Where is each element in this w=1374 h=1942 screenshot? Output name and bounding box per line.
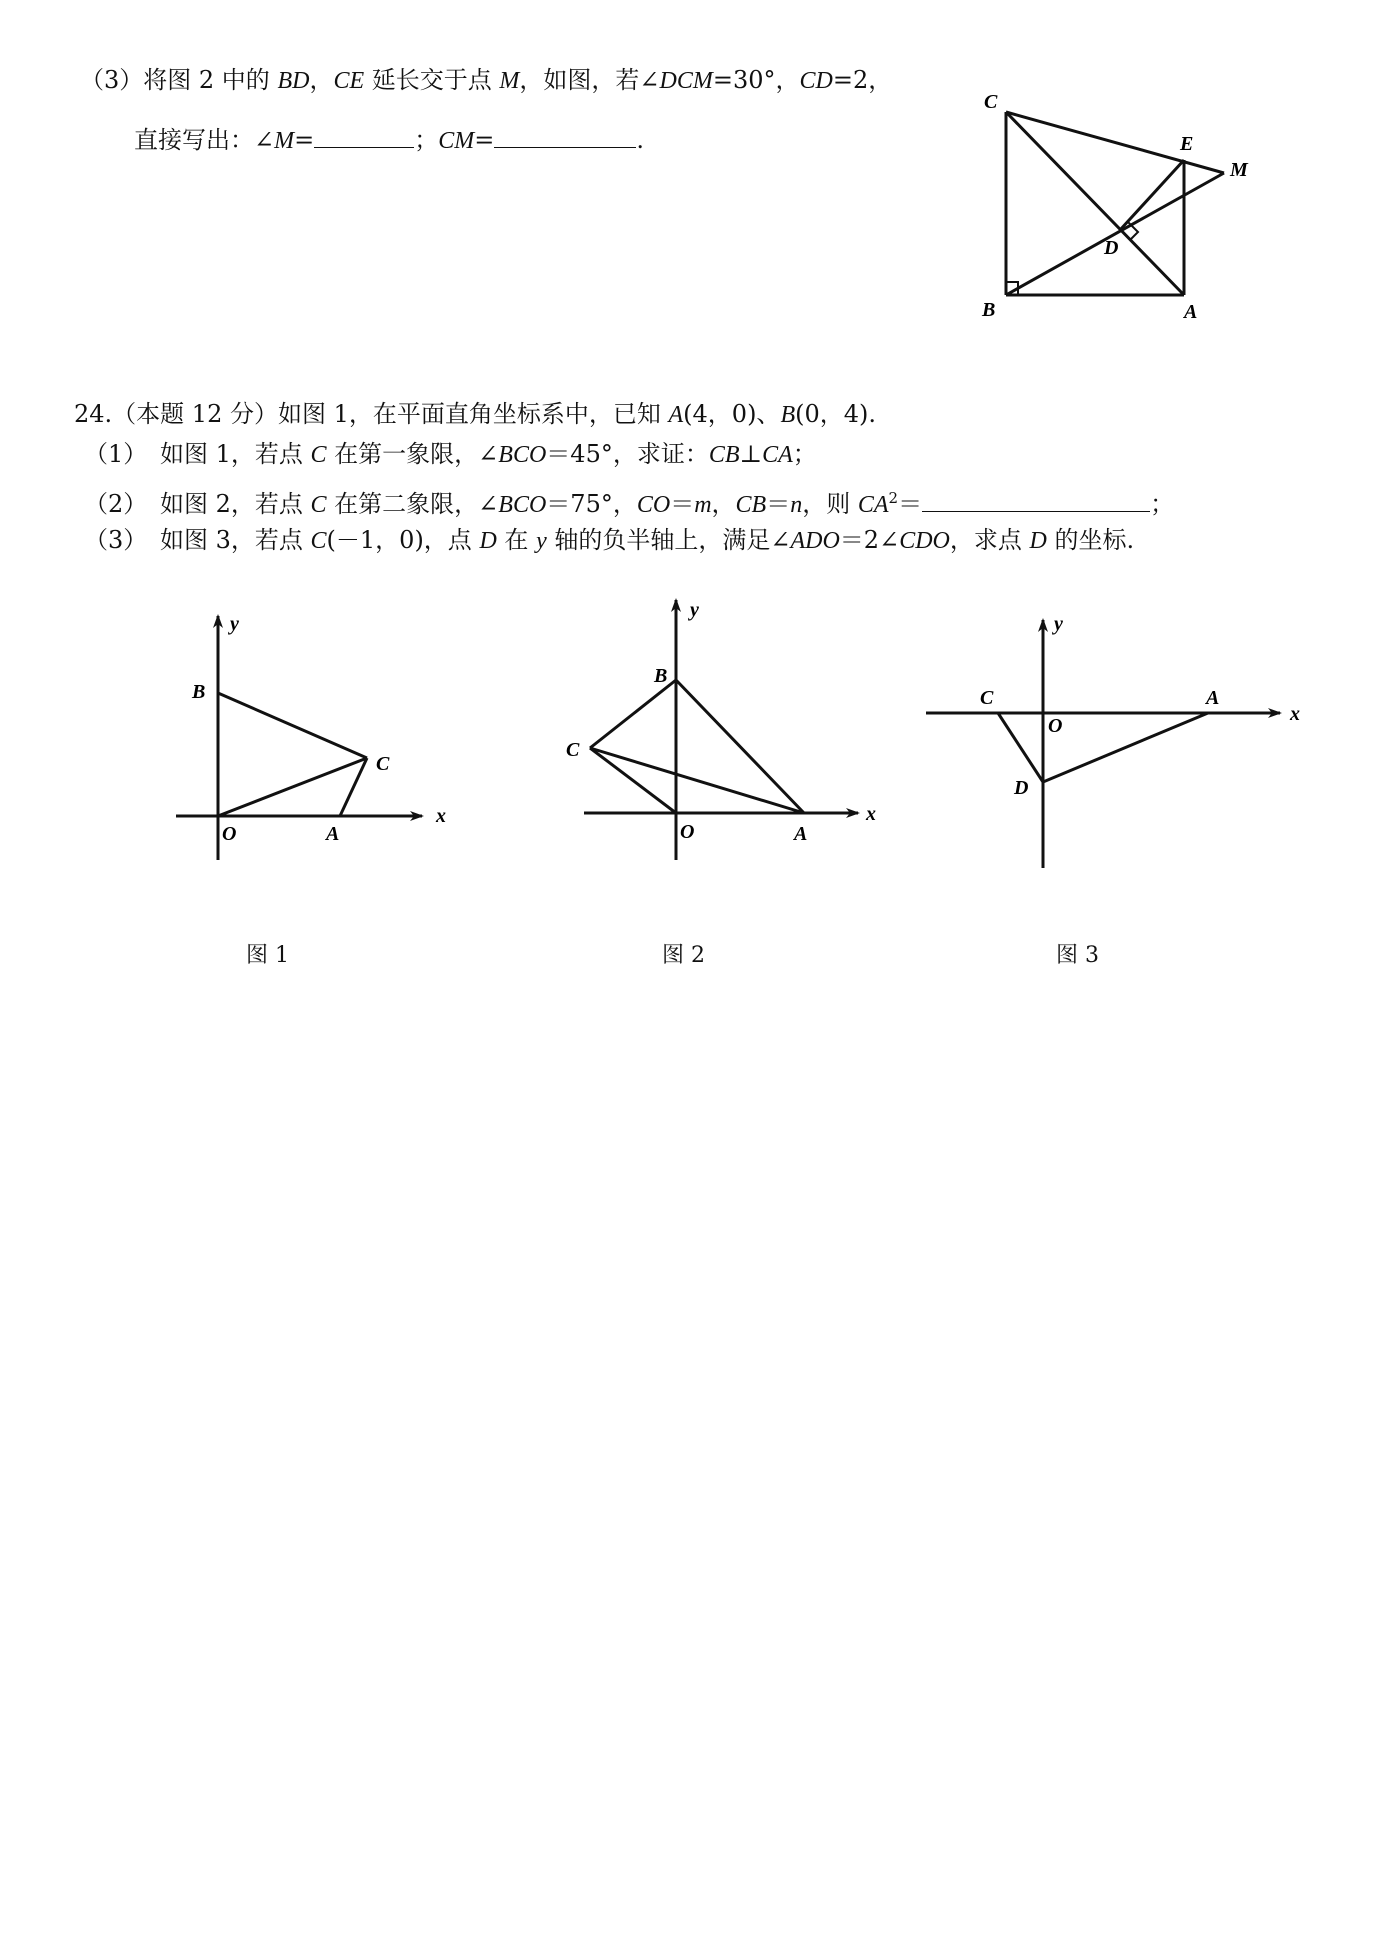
var-ca: CA xyxy=(857,492,889,518)
text: = xyxy=(474,126,495,154)
text: （本题 12 分）如图 1，在平面直角坐标系中，已知 xyxy=(112,400,669,428)
fig2-segment-co xyxy=(590,748,676,813)
text: 在 xyxy=(496,526,537,554)
var-n: n xyxy=(790,492,803,518)
segment-ca xyxy=(1006,112,1184,295)
text: ＝ xyxy=(766,490,791,518)
text: 将图 2 中的 xyxy=(143,66,278,94)
var-m: m xyxy=(694,492,712,518)
var-cdo: CDO xyxy=(899,528,950,554)
fig2-label-x: x xyxy=(866,803,876,825)
text: ， xyxy=(309,66,334,94)
text: 如图 2，若点 xyxy=(160,490,311,518)
text: 如图 1，若点 xyxy=(160,440,311,468)
text: ，则 xyxy=(802,490,858,518)
text: 的坐标. xyxy=(1046,526,1135,554)
text: ； xyxy=(792,440,817,468)
label-e: E xyxy=(1180,133,1194,155)
right-angle-mark-d xyxy=(1128,222,1138,240)
text: ＝ xyxy=(670,490,695,518)
fig2-caption: 图 2 xyxy=(662,943,705,968)
label-b: B xyxy=(982,299,996,321)
var-c: C xyxy=(310,492,327,518)
fig2-segment-ba xyxy=(676,680,804,813)
var-cb: CB xyxy=(735,492,767,518)
var-bco: BCO xyxy=(498,442,547,468)
segment-cm xyxy=(1006,112,1224,173)
var-co: CO xyxy=(636,492,671,518)
fig3-segment-cd xyxy=(998,713,1043,782)
var-cd: CD xyxy=(799,68,833,94)
text: ； xyxy=(414,126,439,154)
text: ＝ xyxy=(898,490,923,518)
text: 直接写出：∠ xyxy=(134,126,275,154)
fig1-label-a: A xyxy=(326,823,340,845)
text: (0，4). xyxy=(795,400,877,428)
text: =30°， xyxy=(712,66,800,94)
var-c: C xyxy=(310,442,327,468)
fig3-label-y: y xyxy=(1054,613,1063,635)
fig2-label-y: y xyxy=(690,599,699,621)
fig3-label-c: C xyxy=(980,687,994,709)
var-bd: BD xyxy=(277,68,310,94)
label-c: C xyxy=(984,91,998,113)
q24-part3 xyxy=(84,524,1134,557)
var-m: M xyxy=(499,68,520,94)
fig3-label-x: x xyxy=(1290,703,1300,725)
text: 如图 3，若点 xyxy=(160,526,311,554)
var-cb: CB xyxy=(708,442,740,468)
fig2-segment-bc xyxy=(590,680,676,748)
var-cm: CM xyxy=(438,128,475,154)
text: ，如图，若∠ xyxy=(519,66,660,94)
segment-bm xyxy=(1006,173,1224,295)
fig1-label-x: x xyxy=(436,805,446,827)
var-d: D xyxy=(1029,528,1047,554)
fig1-label-o: O xyxy=(222,823,237,845)
part-number: （2） xyxy=(84,490,148,518)
answer-blank-cm[interactable] xyxy=(494,125,636,148)
var-ca: CA xyxy=(762,442,793,468)
segment-de xyxy=(1120,160,1184,230)
q24-part1 xyxy=(84,438,817,471)
fig2-label-b: B xyxy=(654,665,668,687)
fig1-label-b: B xyxy=(192,681,206,703)
fig2-segment-ca xyxy=(590,748,804,813)
q23-part3-line1 xyxy=(80,64,892,97)
q23-part3-line2 xyxy=(134,124,644,157)
part-number: （1） xyxy=(84,440,148,468)
text: 在第一象限，∠ xyxy=(326,440,499,468)
text: (4，0)、 xyxy=(683,400,781,428)
label-a: A xyxy=(1184,301,1198,323)
fig1-segment-bc xyxy=(218,693,367,758)
right-angle-mark-b xyxy=(1006,282,1018,295)
fig3-label-a: A xyxy=(1206,687,1220,709)
var-dcm: DCM xyxy=(659,68,713,94)
text: ，求点 xyxy=(949,526,1030,554)
fig2-label-c: C xyxy=(566,739,580,761)
figure-3 xyxy=(926,620,1280,868)
part-number: （3） xyxy=(80,66,144,94)
var-d: D xyxy=(479,528,497,554)
var-bco: BCO xyxy=(498,492,547,518)
text: 在第二象限，∠ xyxy=(326,490,499,518)
text: =2， xyxy=(832,66,893,94)
text: ＝2∠ xyxy=(839,526,900,554)
fig3-label-o: O xyxy=(1048,715,1063,737)
label-d: D xyxy=(1104,237,1119,259)
fig1-label-c: C xyxy=(376,753,390,775)
fig1-label-y: y xyxy=(230,613,239,635)
part-number: （3） xyxy=(84,526,148,554)
text: ； xyxy=(1150,490,1175,518)
question-number: 24. xyxy=(74,400,113,428)
text: (－1，0)，点 xyxy=(326,526,480,554)
var-m: M xyxy=(274,128,295,154)
var-y: y xyxy=(536,528,547,554)
text: ⊥ xyxy=(739,440,763,468)
answer-blank-angle-m[interactable] xyxy=(314,125,414,148)
fig3-label-d: D xyxy=(1014,777,1029,799)
fig1-segment-ac xyxy=(340,758,367,816)
superscript-2: 2 xyxy=(888,489,899,507)
fig2-label-a: A xyxy=(794,823,808,845)
var-c: C xyxy=(310,528,327,554)
var-ce: CE xyxy=(333,68,365,94)
text: 延长交于点 xyxy=(364,66,500,94)
figure-2 xyxy=(584,600,858,860)
var-ado: ADO xyxy=(790,528,840,554)
text: ＝45°，求证： xyxy=(546,440,709,468)
text: . xyxy=(636,126,644,154)
answer-blank-ca-squared[interactable] xyxy=(922,489,1150,512)
text: ， xyxy=(711,490,736,518)
fig2-label-o: O xyxy=(680,821,695,843)
label-m: M xyxy=(1230,159,1248,181)
fig1-segment-oc xyxy=(218,758,367,816)
figure-1 xyxy=(176,616,422,860)
var-a: A xyxy=(668,402,684,428)
q24-part2 xyxy=(84,482,1174,521)
fig1-caption: 图 1 xyxy=(246,943,289,968)
fig3-caption: 图 3 xyxy=(1056,943,1099,968)
q24-header xyxy=(74,398,876,431)
fig3-segment-ad xyxy=(1043,713,1208,782)
var-b: B xyxy=(780,402,796,428)
text: = xyxy=(294,126,315,154)
text: ＝75°， xyxy=(546,490,637,518)
text: 轴的负半轴上，满足∠ xyxy=(546,526,791,554)
